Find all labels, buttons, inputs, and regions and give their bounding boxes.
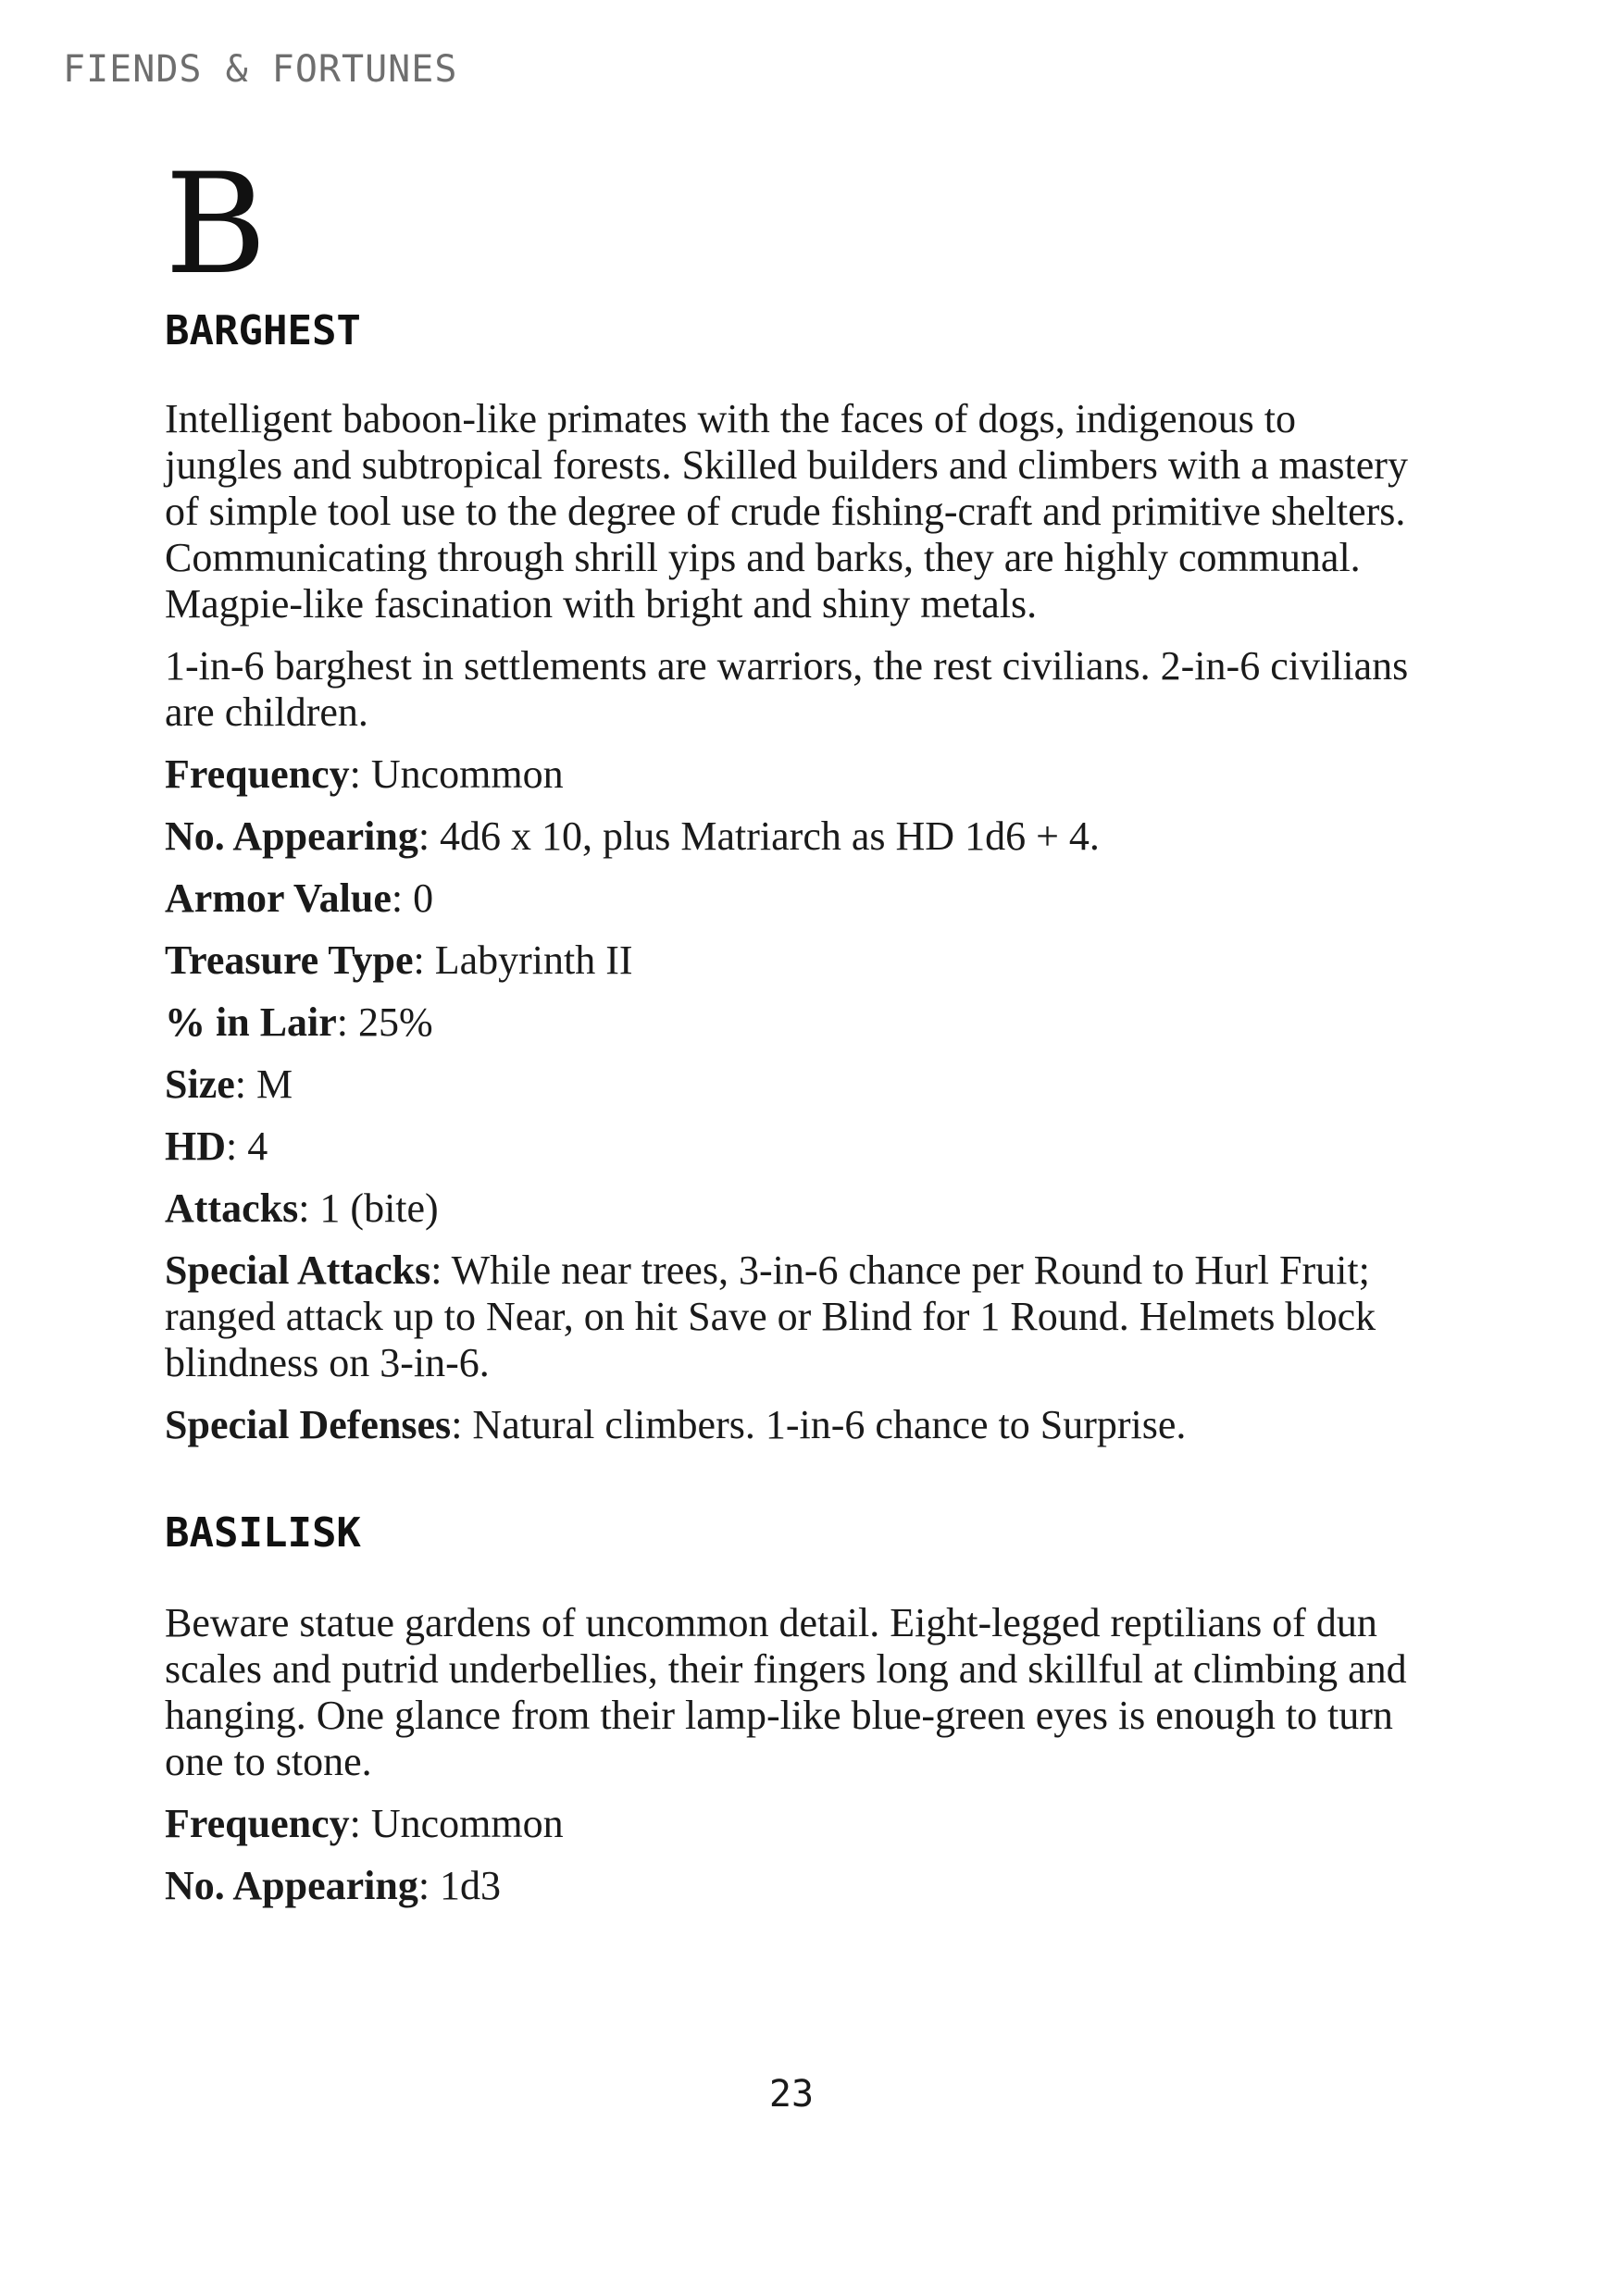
stat-label: Special Attacks — [165, 1247, 431, 1293]
stat-special-attacks — [165, 1247, 1424, 1386]
description-paragraph: 1-in-6 barghest in settlements are warriors, the rest civilians. 2-in-6 civilians are children. — [165, 643, 1409, 735]
section-letter: B — [165, 144, 268, 305]
stat-attacks — [165, 1185, 1424, 1232]
stat-label: Attacks — [165, 1185, 299, 1231]
stat-value: : Uncommon — [349, 1801, 564, 1846]
stat-label: % in Lair — [165, 999, 337, 1045]
stat-value: : Natural climbers. 1-in-6 chance to Surprise. — [451, 1402, 1187, 1447]
stat-label: Frequency — [165, 751, 350, 797]
entry-basilisk — [165, 1506, 1424, 1909]
stat-value: : 1 (bite) — [298, 1185, 439, 1231]
stat-value: : 25% — [336, 999, 433, 1045]
entry-title: BASILISK — [165, 1509, 361, 1557]
stat-value: : Uncommon — [349, 751, 564, 797]
stat-value: : Labyrinth II — [413, 937, 633, 983]
stat-value: : M — [234, 1061, 293, 1107]
stat-frequency — [165, 751, 1424, 798]
stat-value: : 1d3 — [417, 1863, 502, 1908]
page-number: 23 — [768, 2073, 815, 2116]
stat-label: Frequency — [165, 1801, 350, 1846]
stat-no-appearing — [165, 1863, 1424, 1909]
stat-treasure-type — [165, 937, 1424, 984]
stat-special-defenses — [165, 1402, 1424, 1448]
stat-percent-in-lair — [165, 999, 1424, 1046]
stat-label: Special Defenses — [165, 1402, 452, 1447]
running-header: FIENDS & FORTUNES — [63, 48, 458, 91]
stat-label: HD — [165, 1123, 226, 1169]
stat-value: : While near trees, 3-in-6 chance per Round to Hurl Fruit; ranged attack up to Near, on hit Save or Blind for 1 Round. Helmets block blindness on 3-in-6. — [165, 1247, 1376, 1385]
stat-label: Size — [165, 1061, 235, 1107]
entry-title: BARGHEST — [165, 307, 361, 354]
stat-armor-value — [165, 875, 1424, 922]
page-content — [165, 144, 1424, 1925]
stat-value: : 0 — [391, 875, 434, 921]
description-paragraph: Beware statue gardens of uncommon detail. Eight-legged reptilians of dun scales and putrid underbellies, their fingers long and skillful at climbing and hanging. One glance from their lamp-like blue-green eyes is enough to turn one to stone. — [165, 1600, 1407, 1784]
stat-value: : 4 — [226, 1123, 268, 1169]
stat-no-appearing — [165, 813, 1424, 860]
entry-barghest — [165, 304, 1424, 1448]
stat-hd — [165, 1123, 1424, 1170]
description-paragraph: Intelligent baboon-like primates with the faces of dogs, indigenous to jungles and subtropical forests. Skilled builders and climbers with a mastery of simple tool use to the degree of crude fishing-craft and primitive shelters. Communicating through shrill yips and barks, they are highly communal. Magpie-like fascination with bright and shiny metals. — [165, 396, 1408, 627]
stat-size — [165, 1061, 1424, 1108]
stat-label: No. Appearing — [165, 813, 418, 859]
stat-label: No. Appearing — [165, 1863, 418, 1908]
stat-label: Armor Value — [165, 875, 392, 921]
stat-value: : 4d6 x 10, plus Matriarch as HD 1d6 + 4. — [417, 813, 1100, 859]
stat-label: Treasure Type — [165, 937, 414, 983]
stat-frequency — [165, 1801, 1424, 1847]
